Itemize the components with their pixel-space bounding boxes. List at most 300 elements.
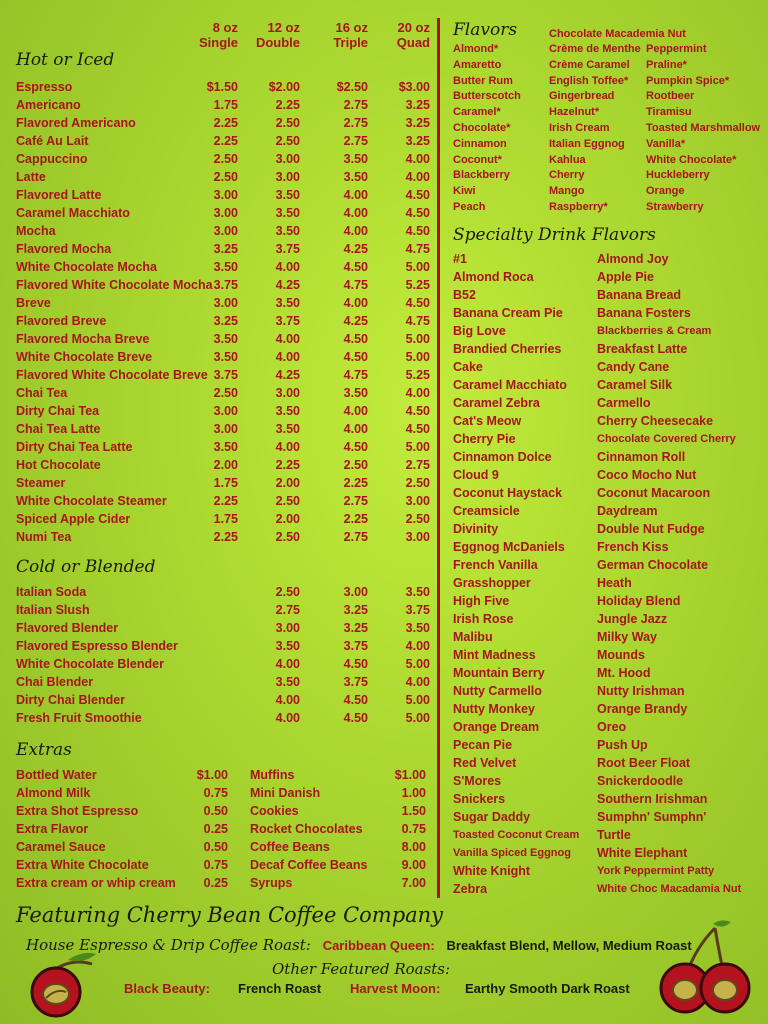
menu-item-price: 5.00 xyxy=(405,260,430,274)
menu-item-price: $2.00 xyxy=(268,80,300,94)
extra-item-price: 1.00 xyxy=(401,786,426,800)
specialty-item: Sumphn' Sumphn' xyxy=(597,810,707,824)
roast-2-desc-line xyxy=(465,980,630,996)
menu-item-price: 3.50 xyxy=(343,386,368,400)
specialty-item: Almond Roca xyxy=(453,270,534,284)
menu-item-price: 3.25 xyxy=(213,242,238,256)
menu-item-price: 2.50 xyxy=(275,116,300,130)
house-roast-desc: Breakfast Blend, Mellow, Medium Roast xyxy=(446,938,692,953)
menu-item-price: 3.25 xyxy=(343,621,368,635)
specialty-item: Brandied Cherries xyxy=(453,342,562,356)
menu-item-price: 2.25 xyxy=(213,134,238,148)
specialty-item: Red Velvet xyxy=(453,756,517,770)
flavor-item: Italian Eggnog xyxy=(549,137,625,150)
extra-item-price: 7.00 xyxy=(401,876,426,890)
menu-item-name: Espresso xyxy=(16,80,73,94)
extra-item-name: Mini Danish xyxy=(250,786,321,800)
flavor-item: Hazelnut* xyxy=(549,106,600,119)
roast-2-desc: Earthy Smooth Dark Roast xyxy=(465,981,630,996)
menu-item-price: 2.50 xyxy=(275,134,300,148)
menu-item-price: 4.00 xyxy=(343,188,368,202)
roast-1-line xyxy=(124,980,210,996)
flavor-item: Mango xyxy=(549,185,585,198)
roast-2-name: Harvest Moon: xyxy=(350,981,441,996)
menu-item-price: 2.75 xyxy=(405,458,430,472)
size-header-name: Single xyxy=(198,35,238,50)
menu-item-price: 4.25 xyxy=(343,242,368,256)
menu-item-name: Flavored Latte xyxy=(16,188,102,202)
specialty-item: Mountain Berry xyxy=(453,666,545,680)
menu-item-price: 4.00 xyxy=(343,296,368,310)
specialty-item: White Choc Macadamia Nut xyxy=(597,883,742,895)
specialty-item: S'Mores xyxy=(453,774,502,788)
extra-item-price: 0.75 xyxy=(203,858,228,872)
flavor-item: Pumpkin Spice* xyxy=(646,74,730,87)
flavor-item: English Toffee* xyxy=(549,74,629,87)
menu-item-price: 2.50 xyxy=(213,152,238,166)
extra-item-name: Cookies xyxy=(250,804,299,818)
extra-item-name: Extra Shot Espresso xyxy=(16,804,139,818)
specialty-item: French Kiss xyxy=(597,540,669,554)
menu-item-price: 3.50 xyxy=(275,404,300,418)
menu-item-price: 3.75 xyxy=(405,603,430,617)
menu-item-price: 2.75 xyxy=(343,530,368,544)
extra-item-name: Extra White Chocolate xyxy=(16,858,149,872)
specialty-item: Cinnamon Roll xyxy=(597,450,686,464)
size-header xyxy=(380,20,430,50)
menu-item-name: Italian Soda xyxy=(16,585,87,599)
specialty-item: Cake xyxy=(453,360,483,374)
extra-item-price: $1.00 xyxy=(394,768,426,782)
menu-item-price: 3.00 xyxy=(343,585,368,599)
menu-item-name: Flavored White Chocolate Breve xyxy=(16,368,208,382)
menu-item-price: 3.75 xyxy=(275,314,300,328)
menu-item-price: 2.00 xyxy=(275,512,300,526)
menu-item-name: Breve xyxy=(16,296,51,310)
specialty-item: Cherry Cheesecake xyxy=(597,414,714,428)
menu-item-name: Flavored Breve xyxy=(16,314,107,328)
menu-item-price: 3.75 xyxy=(343,639,368,653)
menu-item-price: 3.25 xyxy=(405,116,430,130)
menu-item-price: 3.50 xyxy=(275,224,300,238)
menu-item-price: 3.50 xyxy=(213,440,238,454)
menu-item-price: 3.00 xyxy=(213,206,238,220)
flavor-item: Crème de Menthe xyxy=(549,43,641,55)
menu-item-price: 2.25 xyxy=(343,512,368,526)
size-header xyxy=(250,20,300,50)
menu-item-price: 2.50 xyxy=(405,476,430,490)
menu-item-price: 5.00 xyxy=(405,350,430,364)
menu-item-price: 3.50 xyxy=(343,170,368,184)
specialty-item: Banana Fosters xyxy=(597,306,691,320)
menu-item-price: 1.75 xyxy=(213,476,238,490)
specialty-item: Banana Bread xyxy=(597,288,682,302)
flavor-item: Caramel* xyxy=(453,106,501,119)
flavor-item: Blackberry xyxy=(453,169,510,182)
specialty-item: Snickers xyxy=(453,792,506,806)
extra-item-name: Caramel Sauce xyxy=(16,840,106,854)
menu-item-price: 2.00 xyxy=(275,476,300,490)
menu-item-price: 3.25 xyxy=(343,603,368,617)
menu-item-price: 2.25 xyxy=(343,476,368,490)
flavor-item: Gingerbread xyxy=(549,90,615,103)
menu-item-name: Dirty Chai Tea Latte xyxy=(16,440,133,454)
menu-item-price: 2.50 xyxy=(275,494,300,508)
specialty-item: White Knight xyxy=(453,864,531,878)
specialty-item: Breakfast Latte xyxy=(597,342,688,356)
extra-item-price: 1.50 xyxy=(401,804,426,818)
flavor-item: Strawberry xyxy=(646,201,704,213)
menu-item-price: 4.50 xyxy=(405,188,430,202)
flavor-item: Peppermint xyxy=(646,43,707,55)
menu-item-price: 4.75 xyxy=(343,278,368,292)
specialty-item: Caramel Macchiato xyxy=(453,378,567,392)
specialty-item: Eggnog McDaniels xyxy=(453,540,565,554)
specialty-item: Chocolate Covered Cherry xyxy=(597,433,736,445)
specialty-item: Sugar Daddy xyxy=(453,810,531,824)
menu-item-name: White Chocolate Blender xyxy=(16,657,164,671)
menu-item-price: 3.50 xyxy=(275,296,300,310)
specialty-item: Toasted Coconut Cream xyxy=(453,829,580,841)
specialty-item: Cherry Pie xyxy=(453,432,516,446)
menu-item-price: 4.50 xyxy=(405,224,430,238)
size-header-name: Triple xyxy=(333,35,368,50)
menu-item-name: Caramel Macchiato xyxy=(16,206,130,220)
specialty-item: Nutty Monkey xyxy=(453,702,535,716)
menu-item-price: 4.00 xyxy=(275,693,300,707)
menu-item-name: Chai Tea xyxy=(16,386,68,400)
flavor-item: Butter Rum xyxy=(453,74,513,87)
flavor-item: Almond* xyxy=(453,43,499,55)
specialty-item: Southern Irishman xyxy=(597,792,708,806)
specialty-item: Grasshopper xyxy=(453,576,531,590)
extra-item-price: 0.25 xyxy=(203,822,228,836)
menu-item-name: Hot Chocolate xyxy=(16,458,101,472)
cherry-bean-logo-icon xyxy=(655,918,755,1018)
menu-item-price: 3.00 xyxy=(275,152,300,166)
menu-item-name: Chai Tea Latte xyxy=(16,422,101,436)
menu-item-price: 3.00 xyxy=(213,224,238,238)
menu-item-name: Flavored Espresso Blender xyxy=(16,639,178,653)
menu-item-price: $2.50 xyxy=(336,80,368,94)
flavor-item: Cherry xyxy=(549,169,585,182)
specialty-item: Cinnamon Dolce xyxy=(453,450,552,464)
menu-item-price: 2.25 xyxy=(275,458,300,472)
specialty-item: Nutty Carmello xyxy=(453,684,542,698)
menu-item-price: 3.75 xyxy=(213,368,238,382)
specialty-item: Orange Brandy xyxy=(597,702,688,716)
specialty-item: Creamsicle xyxy=(453,504,520,518)
flavor-item: Amaretto xyxy=(453,58,502,71)
menu-item-price: 4.50 xyxy=(343,440,368,454)
flavor-item: Raspberry* xyxy=(549,201,608,213)
menu-item-price: 3.00 xyxy=(405,530,430,544)
extra-item-name: Bottled Water xyxy=(16,768,97,782)
specialty-item: Turtle xyxy=(597,828,631,842)
menu-item-price: 2.25 xyxy=(213,494,238,508)
menu-item-price: 5.00 xyxy=(405,440,430,454)
flavor-header-extra: Chocolate Macademia Nut xyxy=(549,28,686,40)
flavor-item: Tiramisu xyxy=(646,106,692,119)
menu-item-price: 5.00 xyxy=(405,657,430,671)
column-divider xyxy=(437,18,440,898)
specialty-item: French Vanilla xyxy=(453,558,538,572)
menu-item-price: 5.00 xyxy=(405,693,430,707)
extra-item-name: Extra Flavor xyxy=(16,822,89,836)
specialty-item: Cloud 9 xyxy=(453,468,499,482)
specialty-item: Malibu xyxy=(453,630,493,644)
menu-item-price: 3.00 xyxy=(275,386,300,400)
menu-item-price: 2.75 xyxy=(343,116,368,130)
menu-item-price: 2.50 xyxy=(275,585,300,599)
menu-item-price: 4.00 xyxy=(405,152,430,166)
flavors-title: Flavors xyxy=(453,20,518,40)
menu-item-name: Steamer xyxy=(16,476,66,490)
menu-item-price: 2.75 xyxy=(275,603,300,617)
menu-item-price: 3.25 xyxy=(405,98,430,112)
roast-2-line xyxy=(350,980,440,996)
extra-item-price: 8.00 xyxy=(401,840,426,854)
menu-item-price: 4.50 xyxy=(405,422,430,436)
menu-item-price: 5.25 xyxy=(405,278,430,292)
specialty-item: Push Up xyxy=(597,738,648,752)
specialty-item: Banana Cream Pie xyxy=(453,306,563,320)
hot-or-iced-title: Hot or Iced xyxy=(16,50,115,70)
roast-1-desc: French Roast xyxy=(238,981,322,996)
menu-item-price: 3.75 xyxy=(343,675,368,689)
cherry-bean-logo-icon xyxy=(22,950,122,1020)
menu-item-price: 4.00 xyxy=(275,657,300,671)
menu-item-price: 2.75 xyxy=(343,98,368,112)
extra-item-name: Extra cream or whip cream xyxy=(16,876,176,890)
specialty-item: Root Beer Float xyxy=(597,756,691,770)
specialty-item: Milky Way xyxy=(597,630,657,644)
specialty-item: Big Love xyxy=(453,324,506,338)
flavor-item: Orange xyxy=(646,185,685,198)
menu-item-price: 4.00 xyxy=(275,711,300,725)
specialty-item: Carmello xyxy=(597,396,651,410)
menu-item-price: 4.00 xyxy=(343,422,368,436)
extra-item-price: $1.00 xyxy=(196,768,228,782)
flavor-item: Kahlua xyxy=(549,153,586,166)
menu-item-price: 3.00 xyxy=(213,404,238,418)
menu-item-price: 5.00 xyxy=(405,711,430,725)
menu-item-price: 4.50 xyxy=(405,206,430,220)
menu-item-price: 4.50 xyxy=(343,657,368,671)
flavor-item: Irish Cream xyxy=(549,122,610,134)
menu-item-price: 3.50 xyxy=(213,350,238,364)
menu-item-name: Dirty Chai Tea xyxy=(16,404,100,418)
specialty-item: Mounds xyxy=(597,648,645,662)
menu-item-name: Dirty Chai Blender xyxy=(16,693,126,707)
specialty-item: Blackberries & Cream xyxy=(597,325,712,337)
menu-item-name: White Chocolate Steamer xyxy=(16,494,167,508)
menu-item-price: 2.25 xyxy=(213,116,238,130)
flavor-item: Chocolate* xyxy=(453,122,511,134)
menu-item-price: 3.50 xyxy=(405,621,430,635)
size-header-name: Quad xyxy=(396,35,430,50)
extra-item-price: 9.00 xyxy=(401,858,426,872)
menu-item-price: 2.50 xyxy=(405,512,430,526)
size-header xyxy=(188,20,238,50)
featuring-heading: Featuring Cherry Bean Coffee Company xyxy=(16,903,444,927)
menu-item-price: 4.25 xyxy=(275,278,300,292)
menu-item-name: Café Au Lait xyxy=(16,134,89,148)
menu-item-price: 3.00 xyxy=(405,494,430,508)
menu-item-price: 4.50 xyxy=(343,711,368,725)
menu-item-name: Latte xyxy=(16,170,46,184)
house-roast-name: Caribbean Queen: xyxy=(322,938,435,953)
specialty-item: High Five xyxy=(453,594,510,608)
menu-item-price: 4.50 xyxy=(343,332,368,346)
size-header-name: Double xyxy=(255,35,300,50)
flavor-item: Huckleberry xyxy=(646,169,710,182)
menu-item-name: Mocha xyxy=(16,224,56,238)
size-header-oz: 16 oz xyxy=(335,20,368,35)
menu-item-price: 4.50 xyxy=(343,350,368,364)
flavor-item: Kiwi xyxy=(453,185,476,198)
menu-item-price: 3.50 xyxy=(275,188,300,202)
specialty-item: German Chocolate xyxy=(597,558,709,572)
menu-item-name: Flavored White Chocolate Mocha xyxy=(16,278,213,292)
menu-item-name: Americano xyxy=(16,98,81,112)
specialty-item: B52 xyxy=(453,288,476,302)
specialty-item: #1 xyxy=(453,252,467,266)
menu-item-price: 3.00 xyxy=(213,188,238,202)
menu-item-price: 4.00 xyxy=(275,440,300,454)
flavor-item: Peach xyxy=(453,201,486,213)
menu-item-price: 2.50 xyxy=(275,530,300,544)
house-roast-line xyxy=(26,936,692,954)
menu-item-name: White Chocolate Mocha xyxy=(16,260,157,274)
menu-item-price: 3.75 xyxy=(213,278,238,292)
menu-item-name: Flavored Americano xyxy=(16,116,136,130)
menu-item-name: Cappuccino xyxy=(16,152,88,166)
specialty-item: Coconut Haystack xyxy=(453,486,563,500)
extra-item-name: Coffee Beans xyxy=(250,840,330,854)
specialty-item: Snickerdoodle xyxy=(597,774,684,788)
extra-item-name: Rocket Chocolates xyxy=(250,822,363,836)
menu-item-price: 5.00 xyxy=(405,332,430,346)
menu-item-price: 4.00 xyxy=(405,386,430,400)
menu-item-price: 4.00 xyxy=(343,206,368,220)
extra-item-name: Decaf Coffee Beans xyxy=(250,858,368,872)
specialty-item: Caramel Zebra xyxy=(453,396,540,410)
menu-item-price: 3.25 xyxy=(405,134,430,148)
menu-item-price: 2.75 xyxy=(343,134,368,148)
flavor-item: Butterscotch xyxy=(453,90,521,103)
menu-item-name: Chai Blender xyxy=(16,675,94,689)
menu-item-price: 4.50 xyxy=(343,693,368,707)
extra-item-price: 0.25 xyxy=(203,876,228,890)
menu-item-price: 4.00 xyxy=(405,170,430,184)
size-header xyxy=(318,20,368,50)
menu-item-price: 4.25 xyxy=(343,314,368,328)
menu-item-name: Flavored Mocha xyxy=(16,242,112,256)
extra-item-price: 0.50 xyxy=(203,804,228,818)
size-header-oz: 8 oz xyxy=(212,20,238,35)
flavor-item: Rootbeer xyxy=(646,90,695,103)
menu-item-price: 4.50 xyxy=(405,296,430,310)
menu-item-price: 5.25 xyxy=(405,368,430,382)
menu-item-price: 4.50 xyxy=(343,260,368,274)
menu-item-name: Flavored Blender xyxy=(16,621,119,635)
menu-item-price: 3.00 xyxy=(213,296,238,310)
house-roast-label: House Espresso & Drip Coffee Roast: xyxy=(26,936,311,954)
specialty-item: Mint Madness xyxy=(453,648,536,662)
menu-item-price: 3.75 xyxy=(275,242,300,256)
specialty-item: Nutty Irishman xyxy=(597,684,685,698)
menu-item-price: $1.50 xyxy=(206,80,238,94)
menu-item-name: Spiced Apple Cider xyxy=(16,512,131,526)
menu-item-price: 4.00 xyxy=(275,332,300,346)
menu-item-price: 4.75 xyxy=(405,242,430,256)
menu-item-price: 3.50 xyxy=(275,639,300,653)
menu-item-price: 3.50 xyxy=(213,332,238,346)
flavor-item: White Chocolate* xyxy=(646,153,737,166)
specialty-item: Candy Cane xyxy=(597,360,670,374)
flavor-item: Crème Caramel xyxy=(549,58,630,71)
specialty-item: York Peppermint Patty xyxy=(597,865,715,877)
menu-item-price: $3.00 xyxy=(398,80,430,94)
menu-item-price: 4.00 xyxy=(405,675,430,689)
menu-item-price: 3.25 xyxy=(213,314,238,328)
specialty-item: Irish Rose xyxy=(453,612,514,626)
menu-item-price: 3.00 xyxy=(275,170,300,184)
flavor-item: Coconut* xyxy=(453,153,502,166)
roast-1-name: Black Beauty: xyxy=(124,981,210,996)
specialty-item: Mt. Hood xyxy=(597,666,651,680)
menu-item-price: 2.75 xyxy=(343,494,368,508)
menu-item-name: Flavored Mocha Breve xyxy=(16,332,150,346)
specialty-item: Jungle Jazz xyxy=(597,612,668,626)
menu-item-name: White Chocolate Breve xyxy=(16,350,153,364)
size-header-oz: 20 oz xyxy=(397,20,430,35)
extra-item-name: Almond Milk xyxy=(16,786,91,800)
specialty-item: White Elephant xyxy=(597,846,688,860)
menu-item-price: 3.50 xyxy=(213,260,238,274)
specialty-item: Zebra xyxy=(453,882,488,896)
menu-item-price: 4.75 xyxy=(405,314,430,328)
specialty-item: Vanilla Spiced Eggnog xyxy=(453,847,571,859)
specialty-item: Coco Mocho Nut xyxy=(597,468,697,482)
specialty-item: Heath xyxy=(597,576,632,590)
menu-item-price: 4.50 xyxy=(405,404,430,418)
menu-item-price: 3.50 xyxy=(343,152,368,166)
menu-item-price: 4.00 xyxy=(405,639,430,653)
menu-item-price: 2.25 xyxy=(275,98,300,112)
specialty-item: Coconut Macaroon xyxy=(597,486,711,500)
menu-item-price: 4.00 xyxy=(343,224,368,238)
extra-item-price: 0.75 xyxy=(401,822,426,836)
menu-item-price: 2.00 xyxy=(213,458,238,472)
extra-item-price: 0.50 xyxy=(203,840,228,854)
menu-item-price: 4.75 xyxy=(343,368,368,382)
menu-item-price: 2.50 xyxy=(213,386,238,400)
specialty-item: Caramel Silk xyxy=(597,378,673,392)
extra-item-price: 0.75 xyxy=(203,786,228,800)
menu-item-price: 3.50 xyxy=(275,675,300,689)
specialty-item: Almond Joy xyxy=(597,252,669,266)
menu-item-price: 3.50 xyxy=(405,585,430,599)
flavor-item: Praline* xyxy=(646,58,687,71)
extra-item-name: Muffins xyxy=(250,768,295,782)
menu-item-price: 3.00 xyxy=(275,621,300,635)
specialty-item: Holiday Blend xyxy=(597,594,681,608)
specialty-title: Specialty Drink Flavors xyxy=(453,225,656,245)
specialty-item: Daydream xyxy=(597,504,658,518)
menu-item-price: 4.25 xyxy=(275,368,300,382)
